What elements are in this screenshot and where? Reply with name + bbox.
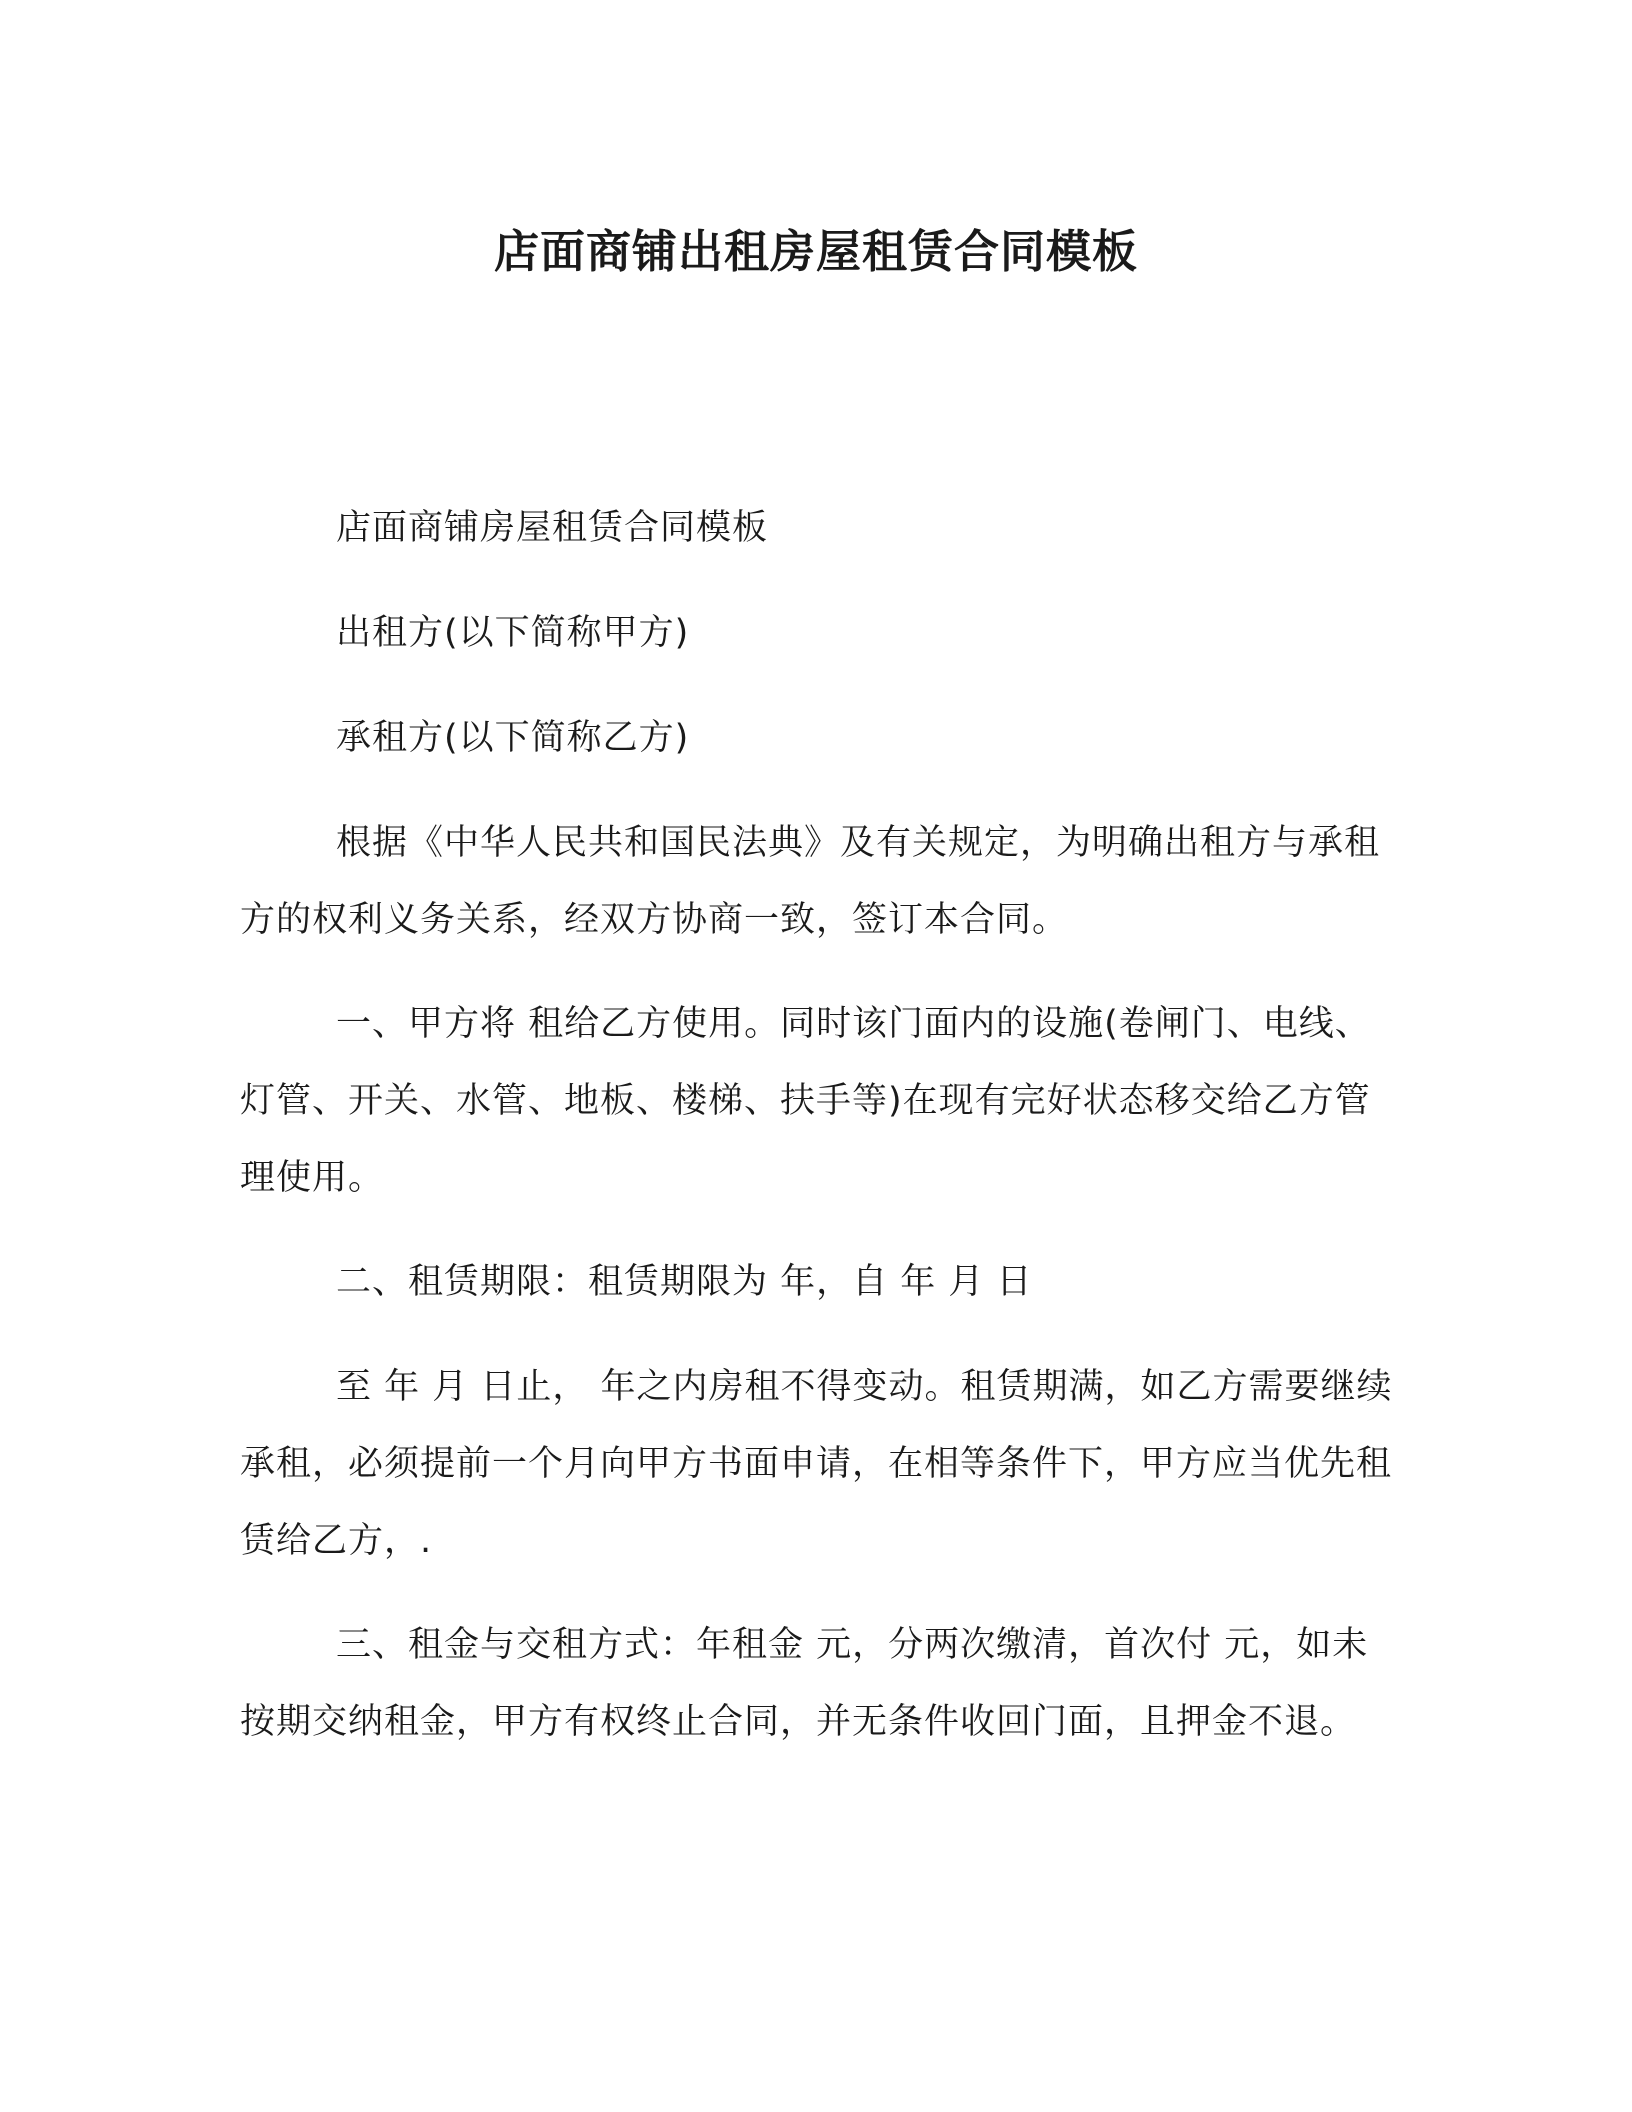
document-body bbox=[240, 490, 1400, 1788]
lessee-line: 承租方(以下简称乙方) bbox=[336, 718, 690, 758]
preamble-paragraph: 根据《中华人民共和国民法典》及有关规定，为明确出租方与承租方的权利义务关系，经双方协商一致，签订本合同。 bbox=[240, 823, 1381, 940]
clause-2-paragraph: 至 年 月 日止， 年之内房租不得变动。租赁期满，如乙方需要继续承租，必须提前一个月向甲方书面申请，在相等条件下，甲方应当优先租赁给乙方，. bbox=[240, 1367, 1393, 1561]
contract-subtitle: 店面商铺房屋租赁合同模板 bbox=[336, 508, 769, 548]
lessor-line: 出租方(以下简称甲方) bbox=[336, 613, 690, 653]
clause-1-paragraph: 一、甲方将 租给乙方使用。同时该门面内的设施(卷闸门、电线、灯管、开关、水管、地板、楼梯、扶手等)在现有完好状态移交给乙方管理使用。 bbox=[240, 1004, 1371, 1198]
document-title: 店面商铺出租房屋租赁合同模板 bbox=[493, 225, 1138, 278]
clause-3-paragraph: 三、租金与交租方式：年租金 元，分两次缴清，首次付 元，如未按期交纳租金，甲方有权终止合同，并无条件收回门面，且押金不退。 bbox=[240, 1625, 1369, 1742]
clause-2-heading-paragraph: 二、租赁期限：租赁期限为 年，自 年 月 日 bbox=[336, 1262, 1033, 1302]
